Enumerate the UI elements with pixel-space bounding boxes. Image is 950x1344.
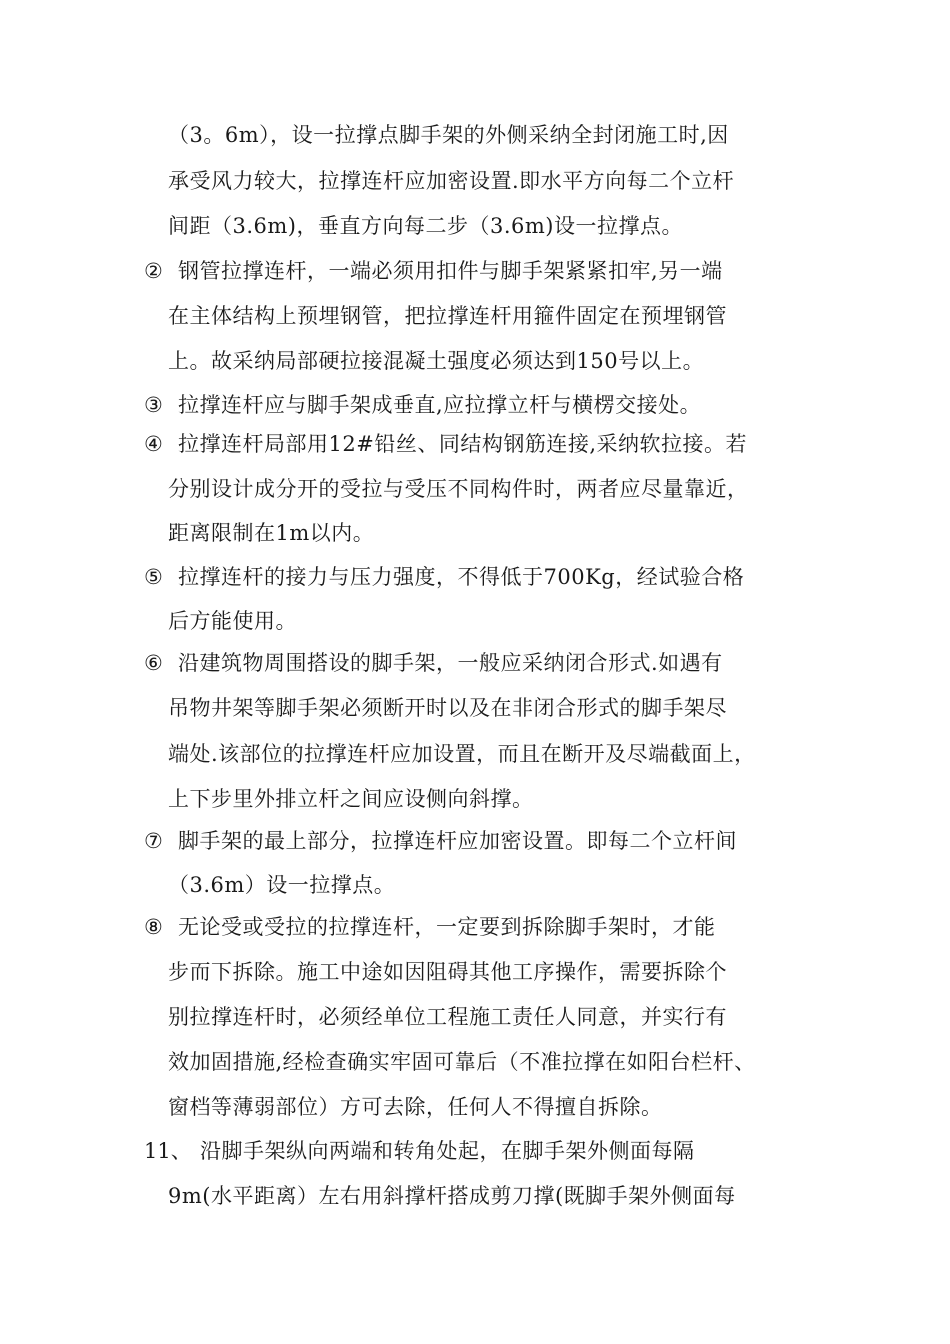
text-line: （3.6m）设一拉撑点。 (168, 873, 396, 897)
list-marker: ④ (144, 432, 163, 456)
list-item-text: 脚手架的最上部分，拉撑连杆应加密设置。即每二个立杆间 (178, 829, 737, 853)
list-marker: ⑦ (144, 829, 163, 853)
text-line: 在主体结构上预埋钢管，把拉撑连杆用箍件固定在预埋钢管 (168, 304, 727, 328)
list-item-text: 钢管拉撑连杆，一端必须用扣件与脚手架紧紧扣牢,另一端 (178, 259, 723, 283)
text-line: 9m(水平距离）左右用斜撑杆搭成剪刀撑(既脚手架外侧面每 (168, 1184, 736, 1208)
text-line: 距离限制在1m以内。 (168, 521, 375, 545)
text-line: 承受风力较大，拉撑连杆应加密设置.即水平方向每二个立杆 (168, 169, 735, 193)
list-item-text: 拉撑连杆的接力与压力强度，不得低于700Kg，经试验合格 (178, 565, 745, 589)
list-item-text: 拉撑连杆应与脚手架成垂直,应拉撑立杆与横楞交接处。 (178, 393, 702, 417)
list-marker: ② (144, 259, 163, 283)
text-line: 后方能使用。 (168, 609, 297, 633)
text-line: 分别设计成分开的受拉与受压不同构件时，两者应尽量靠近， (168, 477, 749, 501)
text-line: 效加固措施,经检查确实牢固可靠后（不准拉撑在如阳台栏杆、 (168, 1050, 756, 1074)
text-line: 步而下拆除。施工中途如因阻碍其他工序操作，需要拆除个 (168, 960, 727, 984)
list-marker: ⑧ (144, 915, 163, 939)
text-line: （3。6m），设一拉撑点脚手架的外侧采纳全封闭施工时,因 (168, 123, 729, 147)
list-marker: ⑤ (144, 565, 163, 589)
text-line: 吊物井架等脚手架必须断开时以及在非闭合形式的脚手架尽 (168, 696, 727, 720)
list-item-text: 无论受或受拉的拉撑连杆，一定要到拆除脚手架时，才能 (178, 915, 716, 939)
section-text: 沿脚手架纵向两端和转角处起，在脚手架外侧面每隔 (200, 1139, 695, 1163)
text-line: 上下步里外排立杆之间应设侧向斜撑。 (168, 787, 534, 811)
text-line: 别拉撑连杆时，必须经单位工程施工责任人同意，并实行有 (168, 1005, 727, 1029)
text-line: 间距（3.6m)，垂直方向每二步（3.6m)设一拉撑点。 (168, 214, 684, 238)
text-line: 窗档等薄弱部位）方可去除，任何人不得擅自拆除。 (168, 1095, 663, 1119)
text-line: 端处.该部位的拉撑连杆应加设置，而且在断开及尽端截面上， (168, 742, 756, 766)
list-item-text: 沿建筑物周围搭设的脚手架，一般应采纳闭合形式.如遇有 (178, 651, 723, 675)
text-line: 上。故采纳局部硬拉接混凝土强度必须达到150号以上。 (168, 349, 705, 373)
list-item-text: 拉撑连杆局部用12#铅丝、同结构钢筋连接,采纳软拉接。若 (178, 432, 747, 456)
list-marker: ⑥ (144, 651, 163, 675)
list-marker: ③ (144, 393, 163, 417)
section-number: 11、 (144, 1139, 192, 1163)
